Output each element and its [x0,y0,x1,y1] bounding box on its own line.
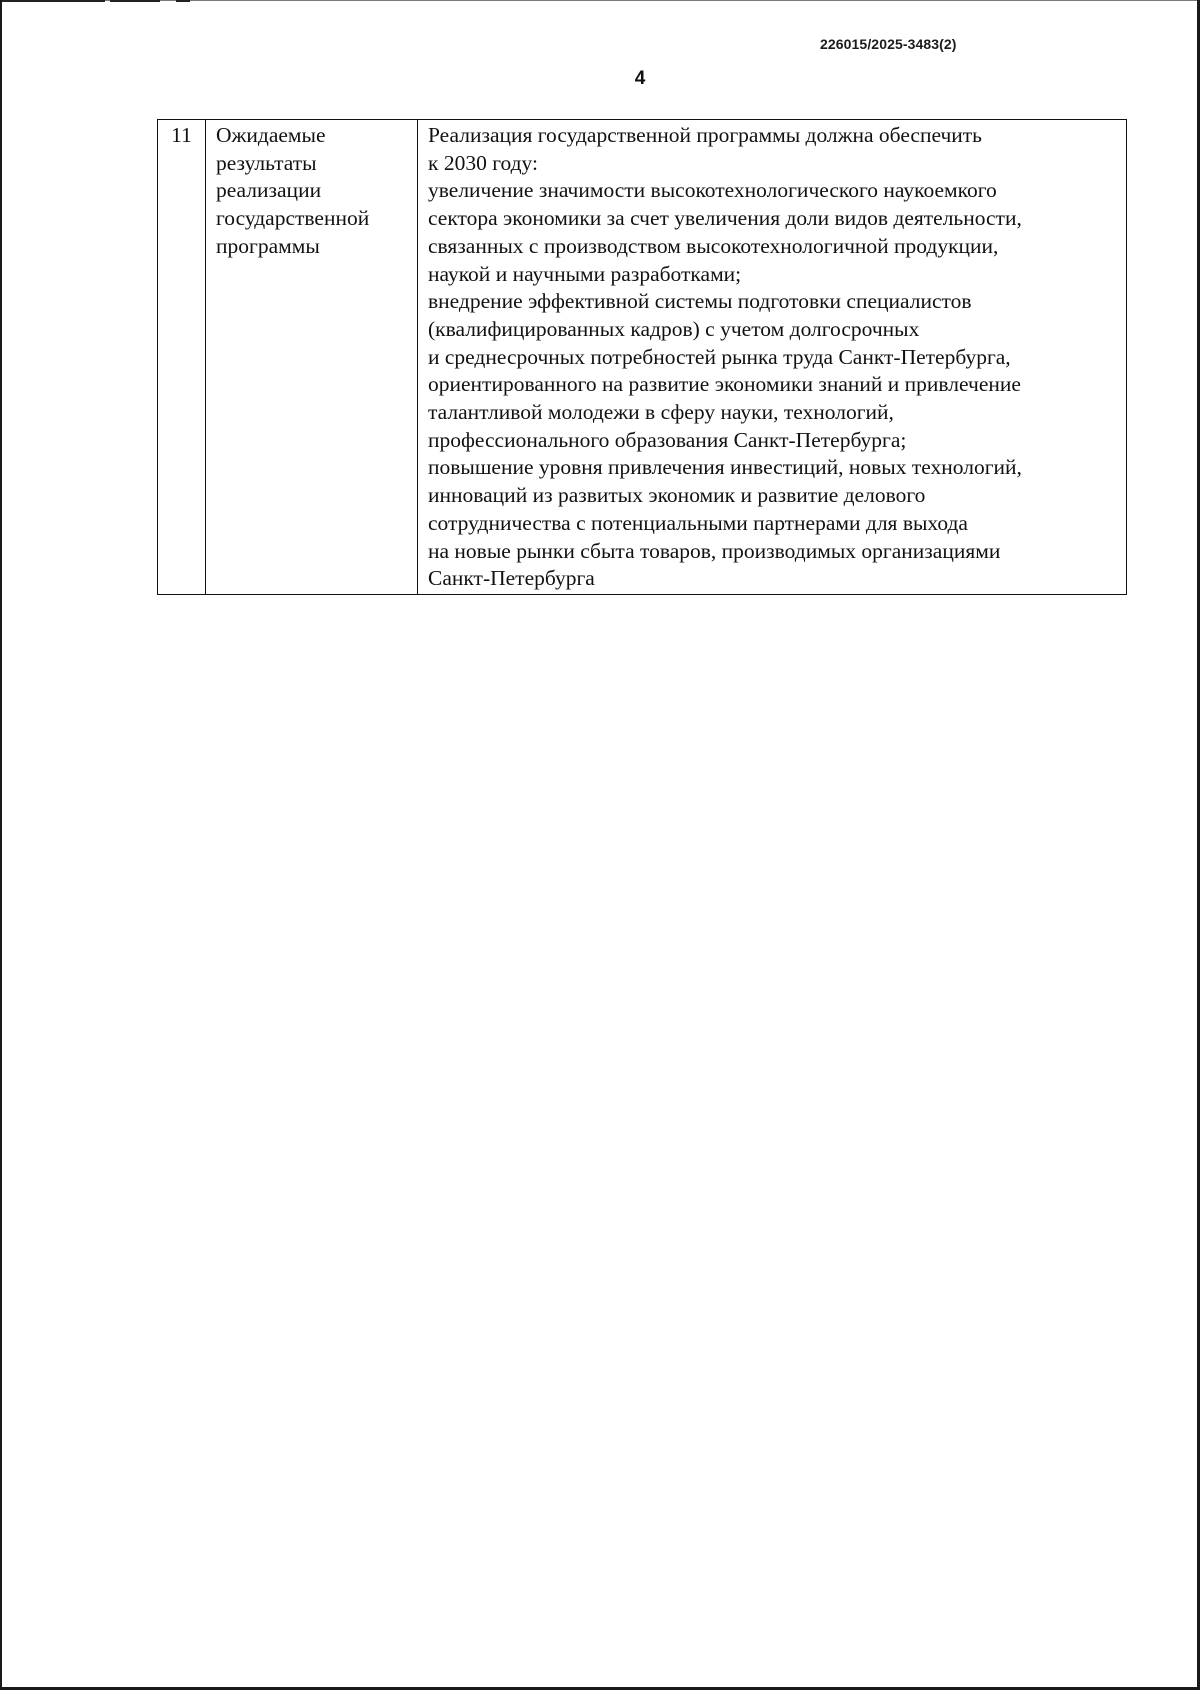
scan-mark [110,0,160,2]
table-row [158,120,1127,595]
document-number: 226015/2025-3483(2) [820,36,957,52]
row-content-line: внедрение эффективной системы подготовки специалистов [428,289,972,314]
row-name-cell [206,120,418,595]
row-content-line: талантливой молодежи в сферу науки, технологий, [428,400,894,425]
scan-mark [0,0,105,2]
row-content-line: Реализация государственной программы должна обеспечить [428,123,982,147]
row-name-line: реализации [216,178,322,203]
row-content-line: профессионального образования Санкт-Петербурга; [428,427,907,452]
row-number: 11 [171,123,192,147]
row-content-line: и среднесрочных потребностей рынка труда Санкт-Петербурга, [428,344,1011,369]
scan-mark [176,0,190,2]
row-content-line: связанных с производством высокотехнологичной продукции, [428,233,999,258]
row-name-line: результаты [216,150,317,175]
row-content-line: (квалифицированных кадров) с учетом долгосрочных [428,316,920,341]
row-content-line: инноваций из развитых экономик и развитие делового [428,483,926,508]
row-content-line: наукой и научными разработками; [428,261,742,286]
row-content-line: ориентированного на развитие экономики знаний и привлечение [428,372,1021,397]
row-content-line: к 2030 году: [428,150,538,175]
row-content-line: Санкт-Петербурга [428,566,595,591]
page-number: 4 [634,68,646,89]
passport-table [157,119,1127,595]
row-content-line: повышение уровня привлечения инвестиций, новых технологий, [428,455,1022,480]
row-name-line: государственной [216,206,370,231]
row-number-cell [158,120,206,595]
row-content-line: увеличение значимости высокотехнологического наукоемкого [428,178,997,203]
row-name-line: Ожидаемые [216,123,326,147]
row-content-line: сотрудничества с потенциальными партнерами для выхода [428,510,968,535]
row-content-line: сектора экономики за счет увеличения доли видов деятельности, [428,206,1022,231]
row-name-line: программы [216,233,320,258]
scan-left-edge [0,0,2,1690]
row-content-line: на новые рынки сбыта товаров, производимых организациями [428,538,1001,563]
row-content-cell [418,120,1127,595]
